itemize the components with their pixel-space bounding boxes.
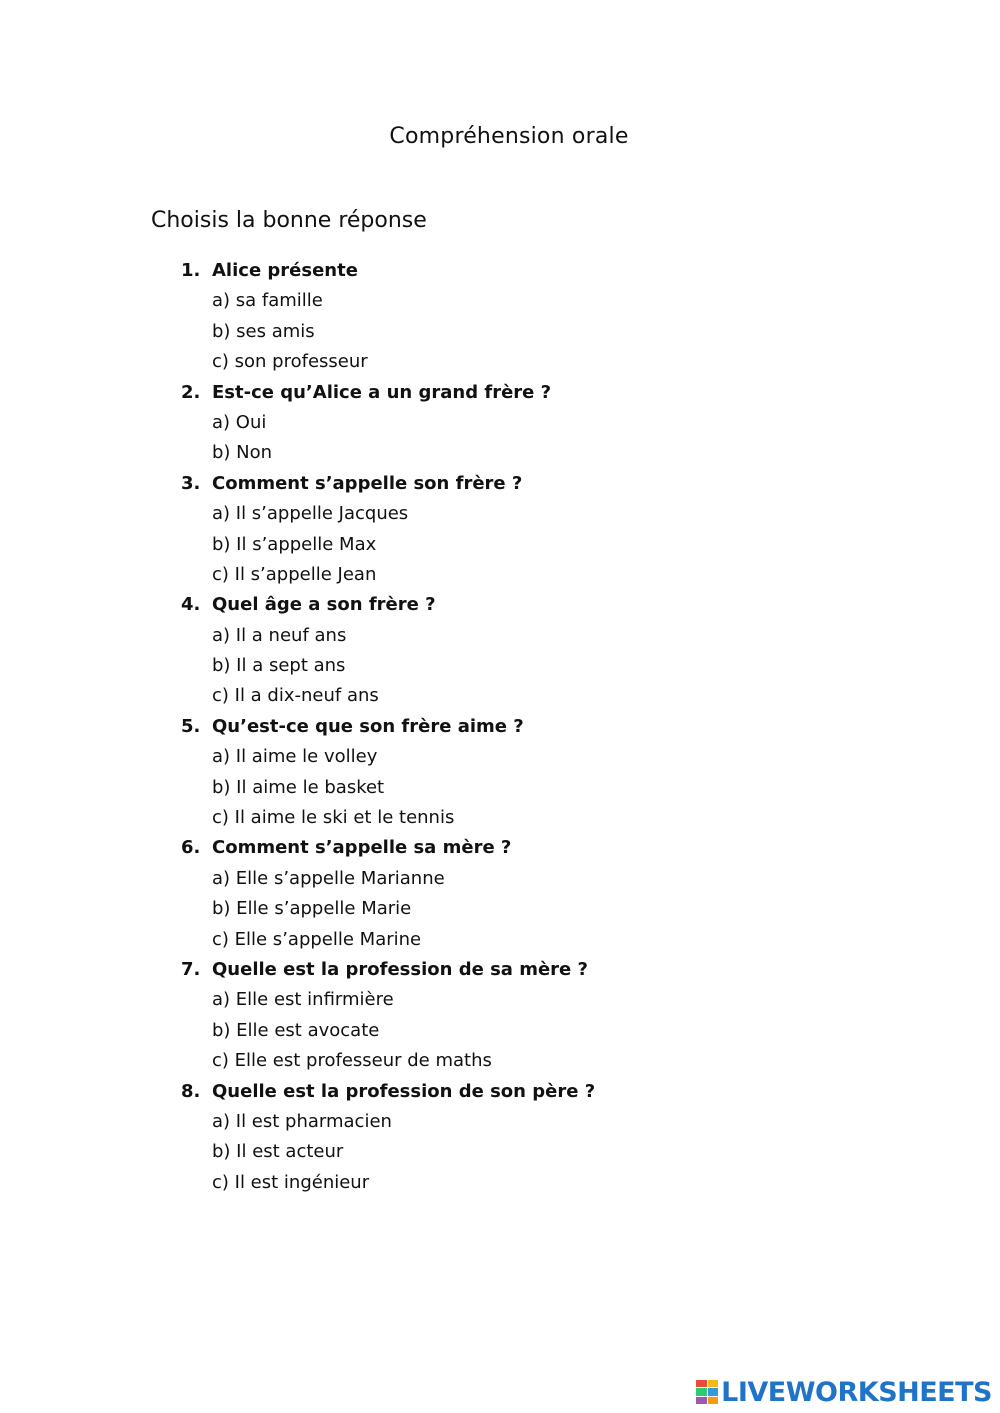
question-item: [181, 955, 595, 1077]
logo-mark-square: [708, 1388, 719, 1395]
answer-option[interactable]: c) son professeur: [212, 351, 368, 373]
answer-option[interactable]: a) Il s’appelle Jacques: [212, 503, 409, 525]
question-number: 7.: [181, 958, 201, 980]
answer-option[interactable]: c) Il s’appelle Jean: [212, 563, 377, 585]
question-text: Est-ce qu’Alice a un grand frère ?: [212, 381, 552, 403]
logo-mark-square: [708, 1380, 719, 1387]
answer-option[interactable]: b) Il a sept ans: [212, 655, 346, 677]
question-number: 5.: [181, 715, 201, 737]
answer-option[interactable]: a) sa famille: [212, 290, 323, 312]
answer-options: [181, 499, 595, 590]
question-number: 4.: [181, 594, 201, 616]
question-text: Quel âge a son frère ?: [212, 594, 436, 616]
answer-option[interactable]: b) Il s’appelle Max: [212, 533, 377, 555]
answer-options: [181, 286, 595, 377]
logo-mark-square: [708, 1397, 719, 1404]
logo-text: LIVEWORKSHEETS: [721, 1376, 992, 1408]
question-item: [181, 378, 595, 469]
answer-option[interactable]: c) Elle s’appelle Marine: [212, 928, 422, 950]
answer-options: [181, 864, 595, 955]
question-line: [181, 378, 595, 408]
answer-option[interactable]: c) Il a dix-neuf ans: [212, 685, 379, 707]
question-line: [181, 590, 595, 620]
answer-options: [181, 742, 595, 833]
answer-option[interactable]: a) Elle s’appelle Marianne: [212, 867, 445, 889]
answer-option[interactable]: c) Elle est professeur de maths: [212, 1050, 492, 1072]
logo-mark-square: [696, 1388, 707, 1395]
answer-options: [181, 1107, 595, 1198]
question-list: [181, 256, 595, 1198]
answer-option[interactable]: b) ses amis: [212, 320, 315, 342]
answer-option[interactable]: c) Il est ingénieur: [212, 1171, 370, 1193]
logo-mark-square: [696, 1397, 707, 1404]
question-item: [181, 833, 595, 955]
answer-options: [181, 621, 595, 712]
logo-mark-square: [696, 1380, 707, 1387]
answer-option[interactable]: a) Il a neuf ans: [212, 624, 347, 646]
question-number: 2.: [181, 381, 201, 403]
answer-option[interactable]: a) Il est pharmacien: [212, 1110, 392, 1132]
question-line: [181, 1077, 595, 1107]
answer-option[interactable]: c) Il aime le ski et le tennis: [212, 807, 455, 829]
question-text: Alice présente: [212, 260, 358, 281]
answer-option[interactable]: b) Elle est avocate: [212, 1019, 380, 1041]
question-item: [181, 590, 595, 712]
answer-options: [181, 985, 595, 1076]
logo-mark-icon: [696, 1380, 718, 1404]
question-line: [181, 712, 595, 742]
question-text: Comment s’appelle sa mère ?: [212, 837, 512, 859]
question-text: Quelle est la profession de sa mère ?: [212, 958, 588, 980]
question-number: 3.: [181, 472, 201, 494]
question-number: 6.: [181, 837, 201, 859]
question-line: [181, 833, 595, 863]
question-item: [181, 256, 595, 378]
answer-option[interactable]: a) Oui: [212, 411, 267, 433]
page-title: Compréhension orale: [389, 124, 629, 149]
question-number: 8.: [181, 1080, 201, 1102]
liveworksheets-logo: [696, 1377, 992, 1407]
answer-options: [181, 408, 595, 469]
answer-option[interactable]: b) Il aime le basket: [212, 776, 385, 798]
question-number: 1.: [181, 260, 201, 281]
question-item: [181, 469, 595, 591]
question-line: [181, 469, 595, 499]
question-line: [181, 955, 595, 985]
answer-option[interactable]: b) Elle s’appelle Marie: [212, 898, 412, 920]
question-text: Qu’est-ce que son frère aime ?: [212, 715, 524, 737]
question-text: Quelle est la profession de son père ?: [212, 1080, 596, 1102]
answer-option[interactable]: b) Il est acteur: [212, 1141, 344, 1163]
answer-option[interactable]: a) Elle est infirmière: [212, 989, 394, 1011]
instruction-text: Choisis la bonne réponse: [151, 208, 427, 233]
question-item: [181, 712, 595, 834]
question-item: [181, 1077, 595, 1199]
answer-option[interactable]: b) Non: [212, 442, 273, 464]
question-text: Comment s’appelle son frère ?: [212, 472, 523, 494]
answer-option[interactable]: a) Il aime le volley: [212, 746, 378, 768]
question-line: [181, 256, 595, 286]
